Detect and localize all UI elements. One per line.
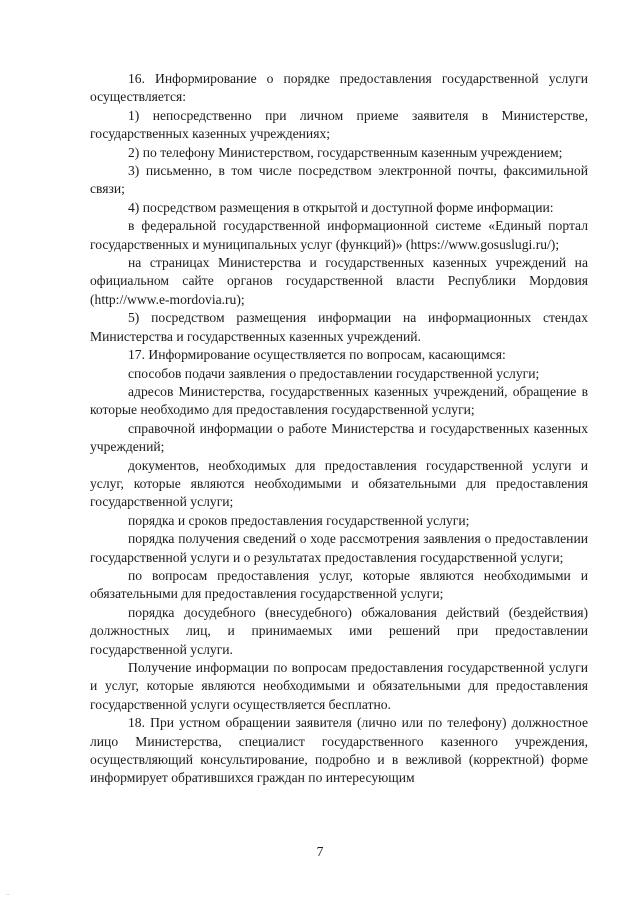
- paragraph-item-4: 4) посредством размещения в открытой и доступной форме информации:: [128, 199, 554, 215]
- paragraph-item-2: 2) по телефону Министерством, государственным казенным учреждением;: [128, 144, 563, 160]
- paragraph-item-5: 5) посредством размещения информации на информационных стендах Министерства и государственных казенных учреждений.: [90, 310, 588, 344]
- paragraph-topic-appeal: порядка досудебного (внесудебного) обжалования действий (бездействия) должностных лиц, и принимаемых ими решений при предоставлении государственной услуги.: [90, 604, 588, 657]
- paragraph-topic-services: по вопросам предоставления услуг, которые являются необходимыми и обязательными для предоставления государственной услуги;: [90, 567, 588, 602]
- paragraph-topic-progress: порядка получения сведений о ходе рассмотрения заявления о предоставлении государственной услуги и о результатах предоставления государственной услуги;: [90, 531, 588, 565]
- paragraph-item-3: 3) письменно, в том числе посредством электронной почты, факсимильной связи;: [90, 163, 588, 197]
- paragraph-topic-terms: порядка и сроков предоставления государственной услуги;: [128, 512, 470, 528]
- page-number: 7: [316, 844, 324, 859]
- paragraph-topic-reference: справочной информации о работе Министерства и государственных казенных учреждений;: [90, 420, 588, 455]
- paragraph-topic-documents: документов, необходимых для предоставления государственной услуги и услуг, которые являются необходимыми и обязательными для предоставления государственной услуги;: [90, 457, 588, 510]
- paragraph-free-of-charge: Получение информации по вопросам предоставления государственной услуги и услуг, которые являются необходимыми и обязательными для предоставления государственной услуги осуществляется бесплатно.: [90, 660, 588, 712]
- paragraph-topic-methods: способов подачи заявления о предоставлении государственной услуги;: [128, 365, 540, 381]
- paragraph-topic-addresses: адресов Министерства, государственных казенных учреждений, обращение в которые необходимо для предоставления государственной услуги;: [90, 383, 588, 418]
- paragraph-17: 17. Информирование осуществляется по вопросам, касающимся:: [128, 347, 506, 363]
- paragraph-gosuslugi: в федеральной государственной информационной системе «Единый портал государственных и муниципальных услуг (функций)» (https://www.gosuslugi.ru/);: [90, 218, 588, 252]
- paragraph-ministry-site: на страницах Министерства и государственных казенных учреждений на официальном сайте органов государственной власти Республики Мордовия (http://www.e-mordovia.ru);: [90, 255, 588, 307]
- document-body: [90, 70, 588, 788]
- paragraph-16: 16. Информирование о порядке предоставления государственной услуги осуществляется:: [90, 71, 588, 105]
- paragraph-18: 18. При устном обращении заявителя (лично или по телефону) должностное лицо Министерства, специалист государственного казенного учреждения, осуществляющий консультирование, подробно и в вежливой (корректной) форме информирует обратившихся граждан по интересующим: [90, 715, 588, 786]
- paragraph-item-1: 1) непосредственно при личном приеме заявителя в Министерстве, государственных казенных учреждениях;: [90, 107, 588, 142]
- scan-corner-mark: ..: [6, 890, 10, 897]
